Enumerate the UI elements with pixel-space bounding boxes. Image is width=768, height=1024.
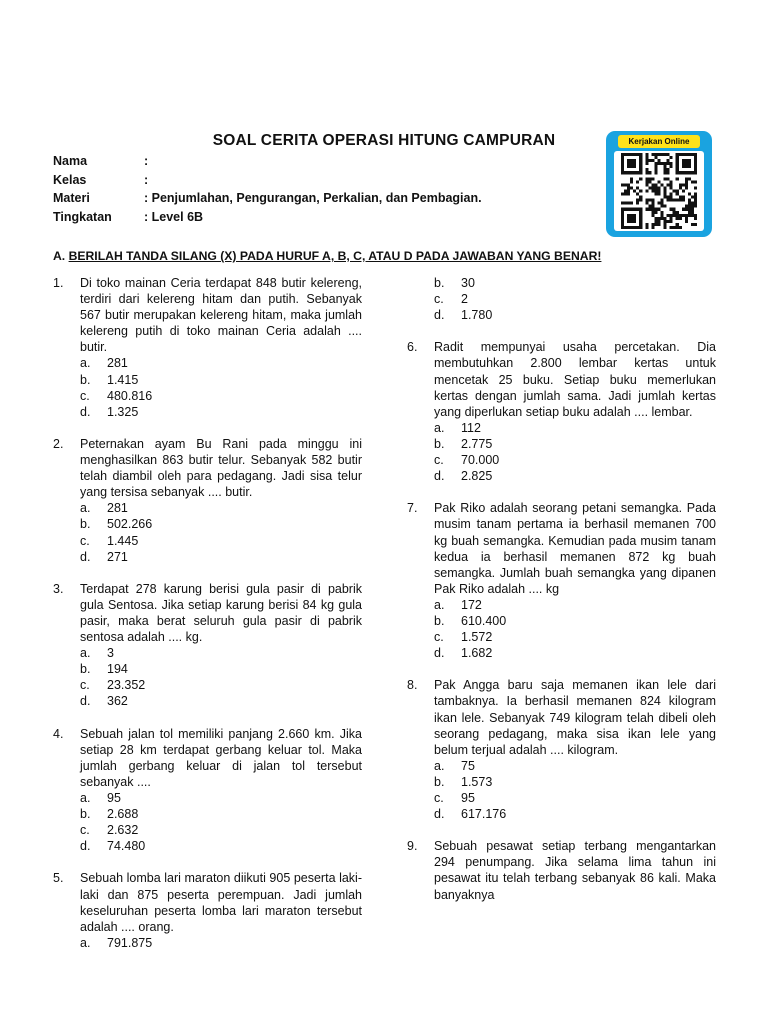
- option-c[interactable]: c. 2.632: [80, 823, 139, 838]
- question-number: 1.: [53, 276, 64, 290]
- question-number: 9.: [407, 839, 418, 854]
- qr-code-icon[interactable]: [614, 151, 704, 231]
- page-title: SOAL CERITA OPERASI HITUNG CAMPURAN: [212, 132, 556, 149]
- info-row-materi: [53, 191, 482, 210]
- question-text: Sebuah lomba lari maraton diikuti 905 peserta laki-laki dan 875 peserta perempuan. Jadi jumlah keseluruhan peserta lomba lari maraton tersebut adalah .... orang.: [80, 871, 362, 934]
- question-6: [407, 339, 716, 484]
- question-number: 7.: [407, 501, 418, 516]
- question-number: 3.: [53, 581, 64, 596]
- option-a[interactable]: a. 3: [80, 646, 114, 661]
- option-d[interactable]: d. 1.780: [434, 308, 493, 323]
- question-text: Sebuah jalan tol memiliki panjang 2.660 km. Jika setiap 28 km terdapat gerbang keluar tol. Maka jumlah gerbang keluar di jalan tol tersebut sebanyak ....: [80, 726, 362, 789]
- info-label: Kelas: [53, 172, 87, 187]
- option-b[interactable]: b. 194: [80, 662, 128, 677]
- option-a[interactable]: a. 281: [80, 501, 128, 516]
- question-number: 5.: [53, 871, 64, 886]
- option-c[interactable]: c. 23.352: [80, 678, 146, 693]
- option-c[interactable]: c. 480.816: [80, 388, 153, 403]
- option-d[interactable]: d. 2.825: [434, 469, 493, 484]
- option-d[interactable]: d. 1.325: [80, 404, 139, 419]
- qr-label: Kerjakan Online: [618, 135, 700, 148]
- option-a[interactable]: a. 75: [434, 758, 475, 773]
- option-b[interactable]: b. 610.400: [434, 613, 507, 628]
- instruction-text: BERILAH TANDA SILANG (X) PADA HURUF A, B, C, ATAU D PADA JAWABAN YANG BENAR!: [68, 249, 602, 263]
- question-4: [53, 726, 362, 855]
- instruction: [53, 249, 601, 263]
- option-b[interactable]: b. 1.573: [434, 774, 493, 789]
- option-c[interactable]: c. 1.445: [80, 533, 139, 548]
- question-1: [53, 275, 362, 420]
- option-b[interactable]: b. 502.266: [80, 517, 153, 532]
- option-c[interactable]: c. 2: [434, 292, 468, 307]
- student-info: [53, 154, 482, 229]
- option-b[interactable]: b. 2.688: [80, 807, 139, 822]
- option-d[interactable]: d. 1.682: [434, 646, 493, 661]
- question-text: Di toko mainan Ceria terdapat 848 butir kelereng, terdiri dari kelereng hitam dan putih. Sebanyak 567 butir merupakan kelereng hitam, maka jumlah kelereng putih di toko mainan Ceria adalah .... butir.: [80, 276, 362, 355]
- question-text: Terdapat 278 karung berisi gula pasir di pabrik gula Sentosa. Jika setiap karung berisi 84 kg gula pasir, maka berat seluruh gula pasir di pabrik sentosa adalah .... kg.: [80, 581, 362, 645]
- question-9: [407, 838, 716, 902]
- option-a[interactable]: a. 112: [434, 420, 481, 435]
- question-text: Pak Riko adalah seorang petani semangka. Pada musim tanam pertama ia berhasil memanen 700 kg buah semangka. Kemudian pada musim tanam kedua ia berhasil memanen 872 kg buah semangka. Jumlah buah semangka yang dipanen Pak Riko adalah .... kg: [434, 501, 716, 596]
- question-number: 4.: [53, 726, 64, 741]
- info-row-nama: [53, 154, 482, 173]
- option-b[interactable]: b. 30: [434, 276, 475, 290]
- option-d[interactable]: d. 271: [80, 549, 128, 564]
- question-5: [53, 870, 362, 950]
- option-c[interactable]: c. 70.000: [434, 453, 500, 468]
- question-7: [407, 500, 716, 661]
- option-a[interactable]: a. 281: [80, 356, 128, 371]
- option-b[interactable]: b. 1.415: [80, 372, 139, 387]
- info-label: Materi: [53, 191, 90, 206]
- info-label: Nama: [53, 154, 88, 168]
- info-value: :: [144, 154, 149, 168]
- option-c[interactable]: c. 1.572: [434, 630, 493, 645]
- question-text: Peternakan ayam Bu Rani pada minggu ini menghasilkan 863 butir telur. Sebanyak 582 butir telah diambil oleh para pedagang. Jadi sisa telur yang tersisa sebanyak .... butir.: [80, 436, 362, 500]
- question-3: [53, 581, 362, 710]
- option-a[interactable]: a. 172: [434, 597, 482, 612]
- option-d[interactable]: d. 362: [80, 694, 128, 709]
- option-c[interactable]: c. 95: [434, 791, 475, 805]
- questions-left-column: [53, 275, 362, 967]
- option-d[interactable]: d. 74.480: [80, 839, 146, 854]
- option-d[interactable]: d. 617.176: [434, 807, 507, 822]
- info-value: : Penjumlahan, Pengurangan, Perkalian, dan Pembagian.: [144, 191, 482, 206]
- info-row-tingkatan: [53, 210, 482, 229]
- question-8: [407, 677, 716, 822]
- info-value: : Level 6B: [144, 210, 204, 225]
- question-number: 6.: [407, 340, 418, 355]
- option-b[interactable]: b. 2.775: [434, 436, 493, 451]
- question-number: 8.: [407, 678, 418, 693]
- option-a[interactable]: a. 95: [80, 791, 121, 805]
- option-a[interactable]: a. 791.875: [80, 935, 153, 950]
- info-label: Tingkatan: [53, 210, 112, 225]
- info-value: :: [144, 172, 149, 187]
- question-number: 2.: [53, 436, 64, 451]
- question-text: Radit mempunyai usaha percetakan. Dia membutuhkan 2.800 lembar kertas untuk mencetak 25 buku. Setiap buku memerlukan kertas dengan jumlah sama. Jadi jumlah kertas yang diperlukan setiap buku adalah .... lembar.: [434, 340, 716, 419]
- qr-code-panel[interactable]: [606, 131, 712, 237]
- questions-right-column: [407, 275, 716, 919]
- question-text: Pak Angga baru saja memanen ikan lele dari tambaknya. Ia berhasil memanen 824 kilogram ikan lele. Sebanyak 749 kilogram telah dibeli oleh seorang pedagang, maka sisa ikan lele yang belum terjual adalah .... kilogram.: [434, 678, 716, 757]
- question-2: [53, 436, 362, 565]
- question-text: Sebuah pesawat setiap terbang mengantarkan 294 penumpang. Jika selama lima tahun ini pesawat itu telah terbang sebanyak 86 kali. Maka banyaknya: [434, 839, 716, 902]
- instruction-prefix: A.: [53, 249, 66, 263]
- question-5-continued: [407, 275, 716, 323]
- info-row-kelas: [53, 173, 482, 192]
